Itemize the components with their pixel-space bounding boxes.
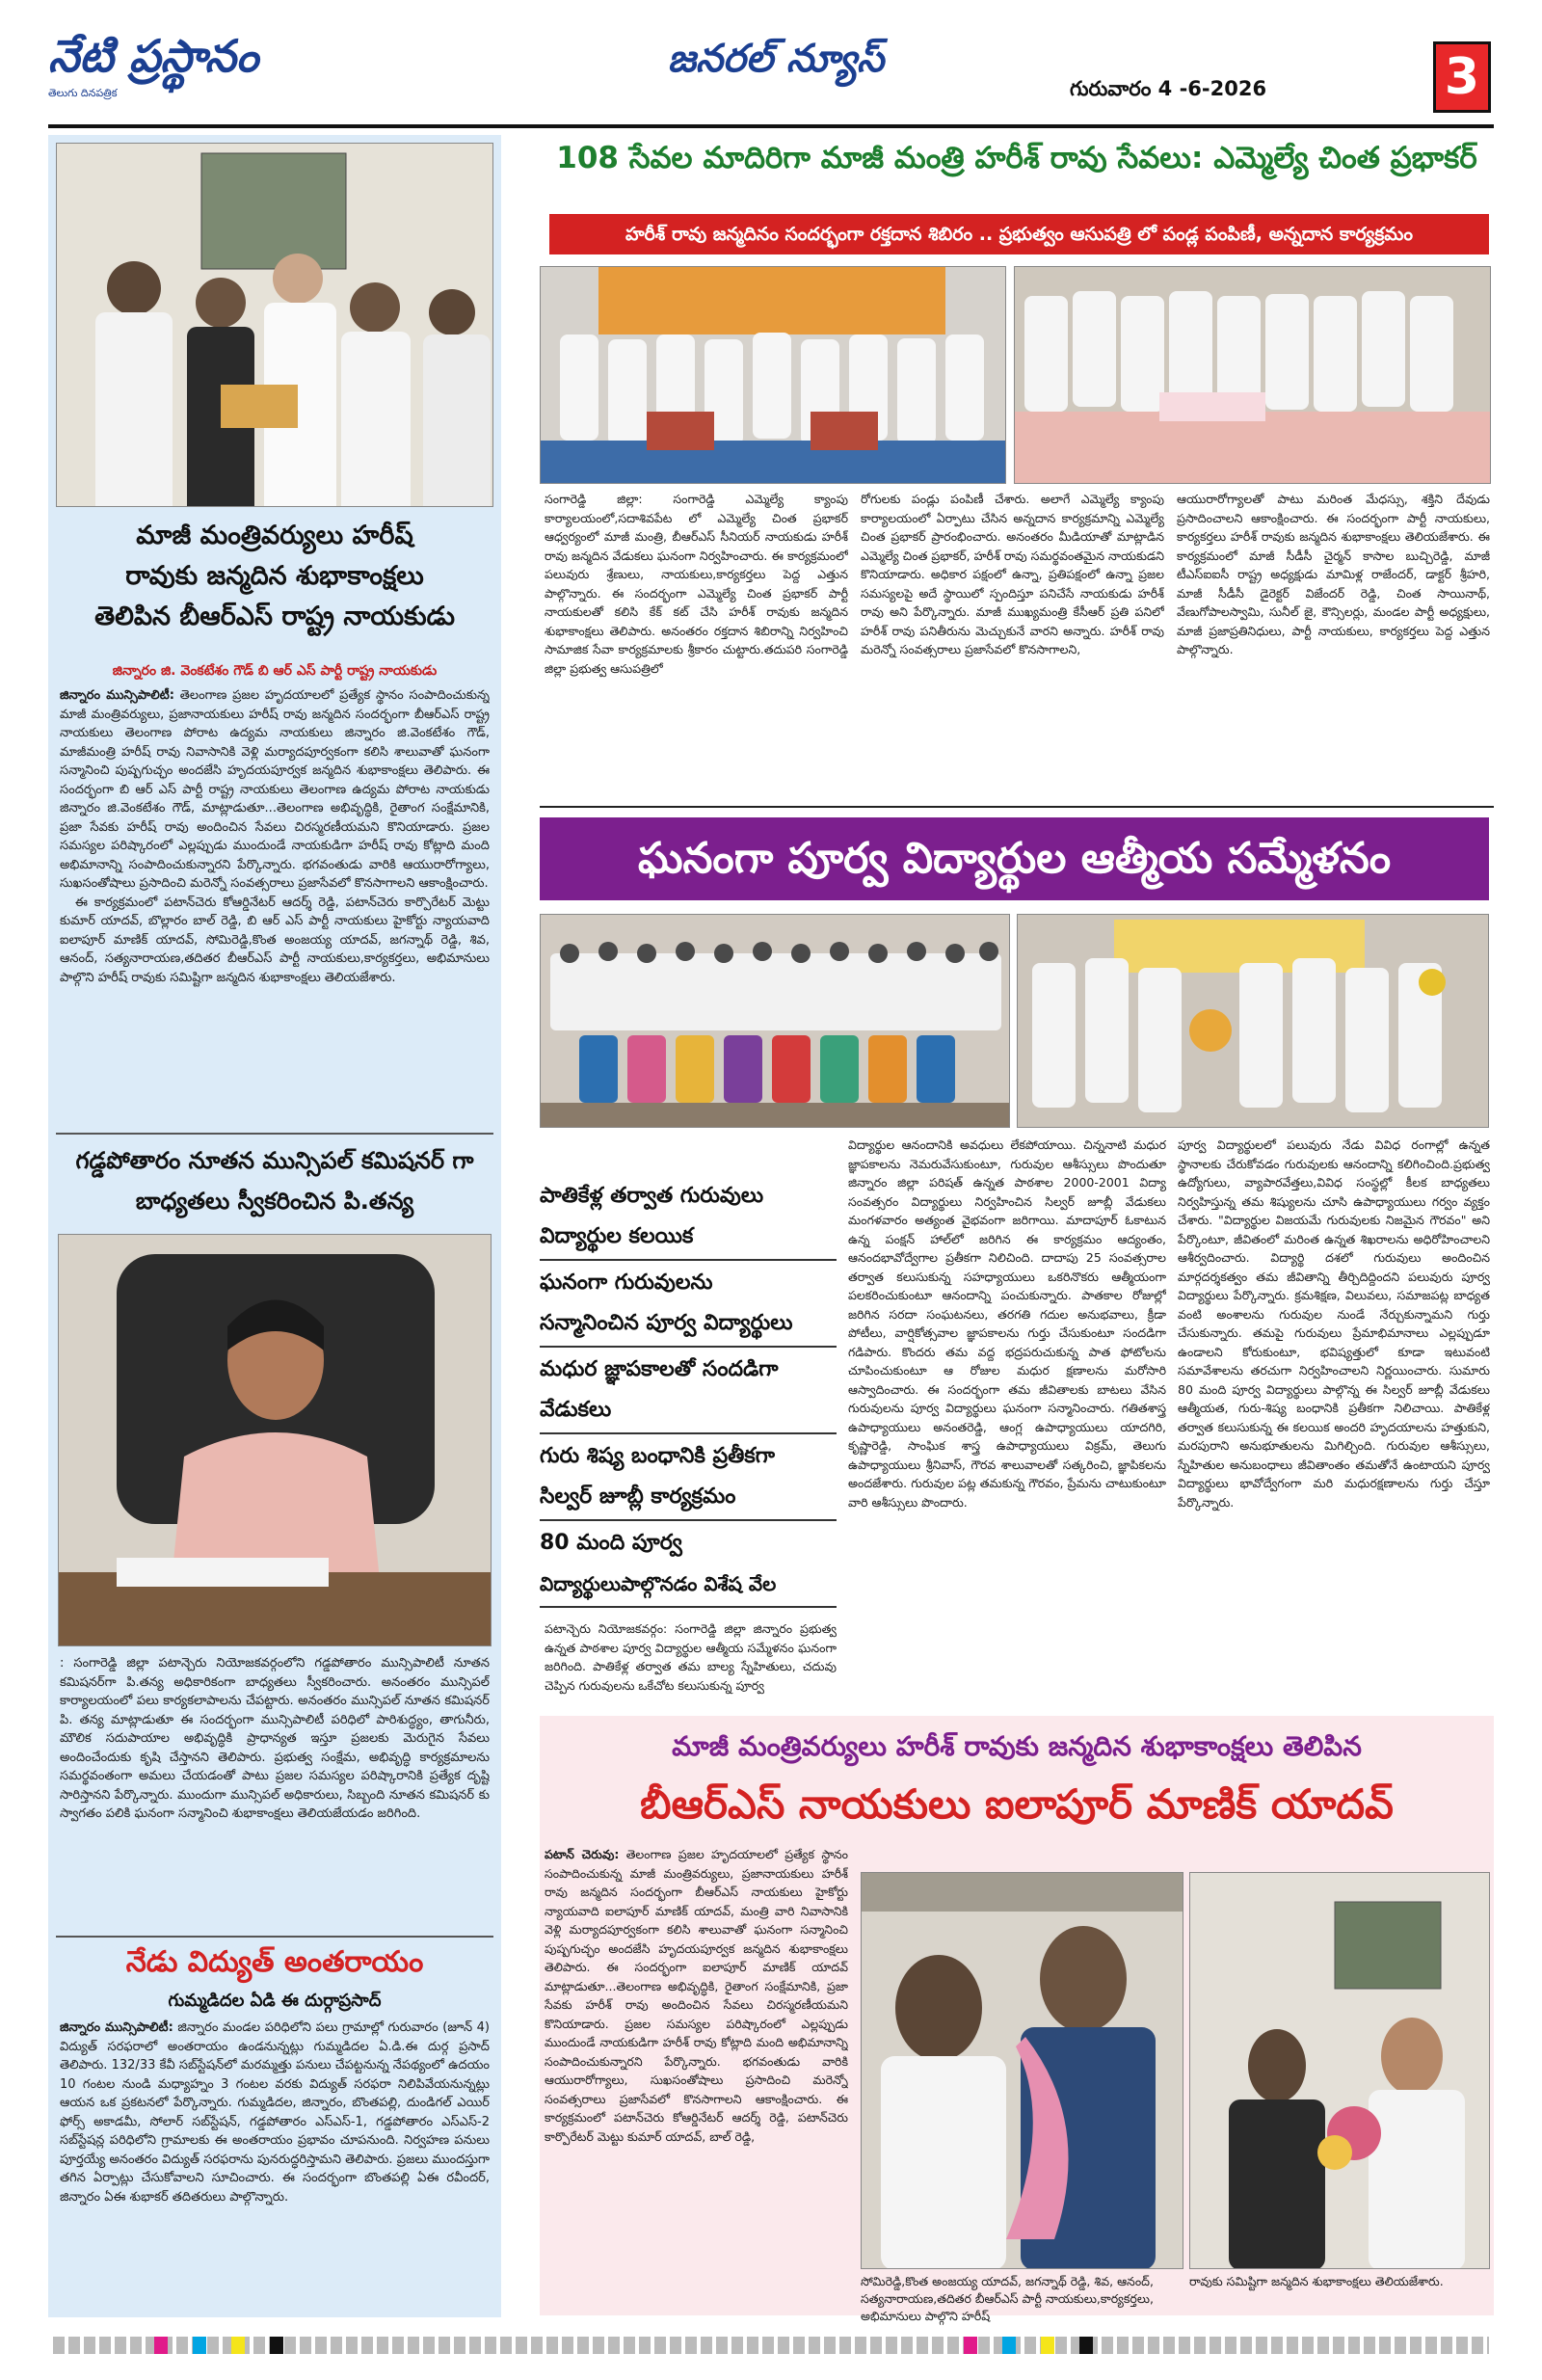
left-story2-headline — [56, 1140, 493, 1221]
photo-manik-yadav-greeting — [861, 1872, 1183, 2269]
main-story2-headline: ఘనంగా పూర్వ విద్యార్థుల ఆత్మీయ సమ్మేళనం — [540, 817, 1489, 900]
masthead-tagline: తెలుగు దినపత్రిక — [48, 87, 118, 99]
photo-commissioner — [58, 1234, 492, 1646]
photo-illustration — [1018, 915, 1489, 1128]
photo-illustration — [59, 1235, 492, 1646]
headline-line: బాధ్యతలు స్వీకరించిన పి.తన్య — [135, 1188, 414, 1215]
paragraph: ఈ కార్యక్రమంలో పటాన్‌చెరు కోఆర్డినేటర్ ఆదర్శ్ రెడ్డి, పటాన్‌చెరు కార్పొరేటర్ మెట్టు కుమార్ యాదవ్, బొల్లారం బాల్ రెడ్డి, బి ఆర్ ఎస్ పార్టీ నాయకులు హైకోర్టు న్యాయవాది ఐలాపూర్ మాణిక్ యాదవ్, సోమిరెడ్డి,కొంత అంజయ్య యాదవ్, జగన్నాథ్ రెడ్డి, శివ, ఆనంద్, సత్యనారాయణ,తదితర బీఆర్ఎస్ పార్టీ నాయకులు,కార్యకర్తలు, అభిమానులు పాల్గొని హరీష్ రావుకు సమిష్టిగా జన్మదిన శుభాకాంక్షలు తెలియజేశారు. — [60, 895, 490, 985]
registration-bar — [53, 2337, 1489, 2354]
photo-illustration — [1190, 1873, 1490, 2269]
photo-manik-yadav-bouquet — [1189, 1872, 1490, 2269]
photo-harish-rao-felicitation — [56, 143, 493, 507]
section-title: జనరల్ న్యూస్ — [667, 37, 885, 81]
masthead — [48, 27, 308, 112]
main-story3-body — [545, 1845, 848, 2313]
main-story2-col3: పూర్వ విద్యార్థులలో పలువురు నేడు వివిధ రంగాల్లో ఉన్నత స్థానాలకు చేరుకోవడం గురువులకు ఆనందాన్ని కలిగించింది.ప్రభుత్వ ఉద్యోగులు, వ్యాపారవేత్తలు,వివిధ సంస్థల్లో కీలక బాధ్యతలు నిర్వహిస్తున్న తమ శిష్యులను చూసి ఉపాధ్యాయులు గర్వం వ్యక్తం చేశారు. "విద్యార్థుల విజయమే గురువులకు నిజమైన గౌరవం" అని పేర్కొంటూ, జీవితంలో మరింత ఉన్నత శిఖరాలను అధిరోహించాలని ఆశీర్వదించారు. విద్యార్థి దశలో గురువులు అందించిన మార్గదర్శకత్వం తమ జీవితాన్ని తీర్చిదిద్దిందని పలువురు పూర్వ విద్యార్థులు పేర్కొన్నారు. క్రమశిక్షణ, విలువలు, సమాజపట్ల బాధ్యత వంటి అంశాలను గురువుల నుండే నేర్చుకున్నామని గుర్తు చేసుకున్నారు. తమపై గురువులు ప్రేమాభిమానాలు ఎల్లప్పుడూ ఉండాలని కోరుకుంటూ, భవిష్యత్తులో కూడా ఇటువంటి సమావేశాలను తరచుగా నిర్వహించాలని నిర్ణయించారు. సుమారు 80 మంది పూర్వ విద్యార్థులు పాల్గొన్న ఈ సిల్వర్ జూబ్లీ వేడుకలు ఆత్మీయత, గురు-శిష్య బంధానికి ప్రతీకగా నిలిచాయి. పాతికేళ్ల తర్వాత కలుసుకున్న ఈ కలయిక అందరి హృదయాలను హత్తుకుని, మరపురాని అనుభూతులను మిగిల్చింది. గురువుల ఆశీస్సులు, స్నేహితుల అనుబంధాలు జీవితాంతం తమతోనే ఉంటాయని పూర్వ విద్యార్థులు భావోద్వేగంగా మరి మధురక్షణాలను గుర్తు చేస్తూ పేర్కొన్నారు. — [1178, 1137, 1490, 1510]
left-story1-subhead: జిన్నారం జి. వెంకటేశం గౌడ్ బి ఆర్ ఎస్ పార్టీ రాష్ట్ర నాయకుడు — [112, 663, 438, 679]
highlight-item: సన్మానించిన పూర్వ విద్యార్థులు — [540, 1301, 837, 1348]
paragraph: తెలంగాణ ప్రజల హృదయాలలో ప్రత్యేక స్థానం సంపాదించుకున్న మాజీ మంత్రివర్యులు, ప్రజానాయకులు హరీశ్ రావు జన్మదిన సందర్భంగా బీఆర్ఎస్ నాయకులు హైకోర్టు న్యాయవాది ఐలాపూర్ మాణిక్ యాదవ్, మంత్రి వారి నివాసానికి వెళ్లి మర్యాదపూర్వకంగా కలిసి శాలువాతో ఘనంగా సన్మానించి పుష్పగుచ్ఛం అందజేసి హృదయపూర్వక జన్మదిన శుభాకాంక్షలు తెలిపారు. ఈ సందర్భంగా ఐలాపూర్ మాణిక్ యాదవ్ మాట్లాడుతూ...తెలంగాణ అభివృద్ధికి, రైతాంగ సంక్షేమానికి, ప్రజా సేవకు హరీశ్ రావు అందించిన సేవలు చిరస్మరణీయమని కొనియాడారు. ప్రజల సమస్యల పరిష్కారంలో ఎల్లప్పుడు ముందుండే నాయకుడిగా హరీశ్ రావు కోట్లాది మంది అభిమానాన్ని సంపాదించుకున్నారని పేర్కొన్నారు. భగవంతుడు వారికి ఆయురారోగ్యాలు, సుఖసంతోషాలు ప్రసాదించి మరెన్నో సంవత్సరాలు ప్రజాసేవలో కొనసాగాలని ఆకాంక్షించారు. ఈ కార్యక్రమంలో పటాన్‌చెరు కోఆర్డినేటర్ ఆదర్శ్ రెడ్డి, పటాన్‌చెరు కార్పొరేటర్ మెట్టు కుమార్ యాదవ్, బాల్ రెడ్డి, — [545, 1847, 848, 2144]
registration-mark-magenta — [964, 2337, 977, 2354]
main-story3-headline-line1: మాజీ మంత్రివర్యులు హరీశ్ రావుకు జన్మదిన శుభాకాంక్షలు తెలిపిన — [672, 1730, 1362, 1762]
masthead-name: నేటి ప్రస్థానం — [48, 30, 259, 82]
issue-date: గురువారం 4 -6-2026 — [1070, 77, 1267, 100]
divider — [56, 1936, 493, 1938]
main-story2-highlights — [540, 1174, 837, 1608]
main-story2-col2: విద్యార్థుల ఆనందానికి అవధులు లేకపోయాయి. చిన్ననాటి మధుర జ్ఞాపకాలను నెమరువేసుకుంటూ, గురువుల ఆశీస్సులు పొందుతూ జిన్నారం జిల్లా పరిషత్ ఉన్నత పాఠశాల 2000-2001 విద్యా సంవత్సరం విద్యార్థులు నిర్వహించిన సిల్వర్ జూబ్లీ వేడుకలు మంగళవారం అత్యంత వైభవంగా జరిగాయి. మాదాపూర్ ఓకాటున ఉన్న పంక్షన్ హాల్‌లో జరిగిన ఈ కార్యక్రమం ఆద్యంతం, ఆనందభావోద్వేగాల ప్రతీకగా నిలిచింది. దాదాపు 25 సంవత్సరాల తర్వాత కలుసుకున్న సహధ్యాయులు ఒకరినొకరు ఆత్మీయంగా పలకరించుకుంటూ ఆనందాన్ని పంచుకున్నారు. పాతకాల రోజుల్లో జరిగిన సరదా సంఘటనలు, తరగతి గదుల అనుభవాలు, క్రీడా పోటీలు, వార్షికోత్సవాల జ్ఞాపకాలను గుర్తు చేసుకుంటూ సందడిగా గడిపారు. కొందరు తమ వద్ద భద్రపరుచుకున్న పాత ఫోటోలను చూపించుకుంటూ ఆ రోజుల మధుర క్షణాలను మరోసారి ఆస్వాదించారు. ఈ సందర్భంగా తమ జీవితాలకు బాటలు వేసిన గురువులను పూర్వ విద్యార్థులు ఘనంగా సన్మానించారు. గతితశాస్త్ర ఉపాధ్యాయులు అనంతరెడ్డి, ఆంగ్ల ఉపాధ్యాయులు యాదగిరి, కృష్ణారెడ్డి, సాంఘిక శాస్త్ర ఉపాధ్యాయులు విక్రమ్, తెలుగు ఉపాధ్యాయులు శ్రీనివాస్, గౌరవ శాలువాలతో సత్కరించి, జ్ఞాపికలను అందజేశారు. గురువుల పట్ల తమకున్న గౌరవం, ప్రేమను చాటుకుంటూ వారి ఆశీస్సులు పొందారు. — [848, 1137, 1166, 1510]
photo-caption-left: సోమిరెడ్డి,కొంత అంజయ్య యాదవ్, జగన్నాథ్ రెడ్డి, శివ, ఆనంద్, సత్యనారాయణ,తదితర బీఆర్ఎస్ పార్టీ నాయకులు,కార్యకర్తలు, అభిమానులు పాల్గొని హరీష్ — [861, 2274, 1154, 2323]
highlight-item: సిల్వర్ జూబ్లీ కార్యక్రమం — [540, 1475, 837, 1521]
registration-mark-magenta — [154, 2337, 168, 2354]
dateline: పటాన్ చెరువు: — [545, 1847, 620, 1861]
headline-line: తెలిపిన బీఆర్ఎస్ రాష్ట్ర నాయకుడు — [94, 602, 455, 631]
paragraph: తెలంగాణ ప్రజల హృదయాలలో ప్రత్యేక స్థానం సంపాదించుకున్న మాజీ మంత్రివర్యులు, ప్రజానాయకులు హరీష్ రావు జన్మదిన సందర్భంగా బీఆర్ఎస్ రాష్ట్ర నాయకులు తెలంగాణ పోరాట ఉద్యమ నాయకులు జిన్నారం జి.వెంకటేశం గౌడ్, మాజీమంత్రి హరీష్ రావు నివాసానికి వెళ్లి మర్యాదపూర్వకంగా కలిసి శాలువాతో ఘనంగా సన్మానించి పుష్పగుచ్ఛం అందజేసి హృదయపూర్వక జన్మదిన శుభాకాంక్షలు తెలిపారు. ఈ సందర్భంగా బి ఆర్ ఎస్ పార్టీ రాష్ట్ర నాయకులు తెలంగాణ ఉద్యమ పోరాట నాయకుడు జిన్నారం జి.వెంకటేశం గౌడ్, మాట్లాడుతూ...తెలంగాణ అభివృద్ధికి, రైతాంగ సంక్షేమానికి, ప్రజా సేవకు హరీష్ రావు అందించిన సేవలు చిరస్మరణీయమని కొనియాడారు. ప్రజల సమస్యల పరిష్కారంలో ఎల్లప్పుడు ముందుండే నాయకుడిగా హరీష్ రావు కోట్లాది మంది అభిమానాన్ని సంపాదించుకున్నారని పేర్కొన్నారు. భగవంతుడు వారికి ఆయురారోగ్యాలు, సుఖసంతోషాలు ప్రసాదించి మరెన్నో సంవత్సరాలు ప్రజాసేవలో కొనసాగాలని ఆకాంక్షించారు. — [60, 688, 490, 891]
headline-line: గడ్డపోతారం నూతన మున్సిపల్ కమిషనర్ గా — [75, 1147, 474, 1174]
left-story3-body — [60, 2019, 490, 2313]
left-story1-body — [60, 686, 490, 1130]
photo-cake-cutting — [1014, 266, 1491, 484]
main-story1-col2: రోగులకు పండ్లు పంపిణీ చేశారు. అలాగే ఎమ్మెల్యే క్యాంపు కార్యాలయంలో ఏర్పాటు చేసిన అన్నదాన కార్యక్రమాన్ని ఎమ్మెల్యే చింత ప్రభాకర్ ప్రారంభించారు. అనంతరం మీడియాతో మాట్లాడిన ఎమ్మెల్యే చింత ప్రభాకర్, హరీశ్ రావు సమర్థవంతమైన నాయకుడని కొనియాడారు. అధికార పక్షంలో ఉన్నా, ప్రతిపక్షంలో ఉన్నా ప్రజల సమస్యలపై అదే స్థాయిలో స్పందిస్తూ పనిచేసే నాయకుడు హరీశ్ రావు అని పేర్కొన్నారు. మాజీ ముఖ్యమంత్రి కేసీఆర్ ప్రతి పనిలో హరీశ్ రావు పనితీరును మెచ్చుకునే వారని అన్నారు. హరీశ్ రావు మరెన్నో సంవత్సరాలు ప్రజాసేవలో కొనసాగాలని, — [861, 492, 1164, 656]
page-number: 3 — [1433, 41, 1491, 113]
photo-illustration — [862, 1873, 1183, 2269]
photo-blood-donation — [540, 266, 1006, 484]
header-rule — [48, 124, 1494, 128]
highlight-item: 80 మంది పూర్వ — [540, 1531, 682, 1555]
main-story1-col1: సంగారెడ్డి జిల్లా: సంగారెడ్డి ఎమ్మెల్యే క్యాంపు కార్యాలయంలో,సదాశివపేట లో ఎమ్మెల్యే చింత ప్రభాకర్ ఆధ్వర్యంలో మాజీ మంత్రి, బీఆర్ఎస్ సీనియర్ నాయకుడు హరీశ్ రావు జన్మదిన వేడుకలు ఘనంగా నిర్వహించారు. ఈ కార్యక్రమంలో పలువురు శ్రేణులు, నాయకులు,కార్యకర్తలు పెద్ద ఎత్తున పాల్గొన్నారు. ఈ సందర్భంగా ఎమ్మెల్యే చింత ప్రభాకర్ పార్టీ నాయకులతో కలిసి కేక్ కట్ చేసి హరీశ్ రావుకు జన్మదిన శుభాకాంక్షలు తెలిపారు. అనంతరం రక్తదాన శిబిరాన్ని నిర్వహించి సామాజిక సేవా కార్యక్రమాలకు శ్రీకారం చుట్టారు.తదుపరి సంగారెడ్డి జిల్లా ప్రభుత్వ ఆసుపత్రిలో — [545, 492, 848, 676]
highlight-item: గురు శిష్య బంధానికి ప్రతీకగా — [540, 1444, 776, 1468]
photo-illustration — [1015, 267, 1491, 484]
photo-illustration — [541, 267, 1006, 484]
registration-mark-cyan — [193, 2337, 206, 2354]
registration-mark-black — [270, 2337, 283, 2354]
main-story2-col1-bottom: పటాన్చెరు నియోజకవర్గం: సంగారెడ్డి జిల్లా జిన్నారం ప్రభుత్వ ఉన్నత పాఠశాల పూర్వ విద్యార్థుల ఆత్మీయ సమ్మేళనం ఘనంగా జరిగింది. పాతికేళ్ల తర్వాత తమ బాల్య స్నేహితులు, చదువు చెప్పిన గురువులను ఒకేచోట కలుసుకున్న పూర్వ — [545, 1621, 837, 1693]
registration-mark-yellow — [1041, 2337, 1054, 2354]
registration-mark-yellow — [231, 2337, 245, 2354]
left-story3-subhead: గుమ్మడిదల ఏడి ఈ దుర్గాప్రసాద్ — [168, 1991, 382, 2011]
main-story3-headline-line2: బీఆర్ఎస్ నాయకులు ఐలాపూర్ మాణిక్ యాదవ్ — [640, 1780, 1394, 1828]
photo-alumni-group — [540, 914, 1010, 1128]
dateline: జిన్నారం మున్సిపాలిటీ: — [60, 688, 174, 703]
highlight-item: ఘనంగా గురువులను — [540, 1270, 713, 1295]
photo-caption-right: రావుకు సమిష్టిగా జన్మదిన శుభాకాంక్షలు తెలియజేశారు. — [1189, 2274, 1444, 2288]
highlight-item: వేడుకలు — [540, 1388, 837, 1434]
main-story1-col3: ఆయురారోగ్యాలతో పాటు మరింత మేధస్సు, శక్తిని దేవుడు ప్రసాదించాలని ఆకాంక్షించారు. ఈ సందర్భంగా పార్టీ నాయకులు, కార్యకర్తలు హరీశ్ రావుకు జన్మదిన శుభాకాంక్షలు తెలియజేశారు. ఈ కార్యక్రమంలో మాజీ సీడీసీ చైర్మన్ కాసాల బుచ్చిరెడ్డి, మాజీ టీఎస్ఐఐసీ రాష్ట్ర అధ్యక్షుడు మామిళ్ల రాజేందర్, డాక్టర్ శ్రీహరి, మాజీ సీడీసీ డైరెక్టర్ విజేందర్ రెడ్డి, చింత సాయినాథ్, వేణుగోపాలస్వామి, సునీల్ జై, కౌన్సిలర్లు, మండల పార్టీ అధ్యక్షులు, మాజీ ప్రజాప్రతినిధులు, పార్టీ నాయకులు, కార్యకర్తలు పెద్ద ఎత్తున పాల్గొన్నారు. — [1177, 492, 1490, 656]
headline-line: మాజీ మంత్రివర్యులు హరీష్ — [136, 521, 413, 550]
left-story2-body: : సంగారెడ్డి జిల్లా పటాన్చెరు నియోజకవర్గంలోని గడ్డపోతారం మున్సిపాలిటీ నూతన కమిషనర్‌గా పి.తన్య అధికారికంగా బాధ్యతలు స్వీకరించారు. అనంతరం మున్సిపల్ కార్యాలయంలో పలు కార్యకలాపాలను చేపట్టారు. అనంతరం మున్సిపల్ నూతన కమిషనర్ పి. తన్య మాట్లాడుతూ ఈ సందర్భంగా మున్సిపాలిటీ పరిధిలో పారిశుద్ధ్యం, తాగునీరు, మౌలిక సదుపాయాల అభివృద్ధికి ప్రాధాన్యత ఇస్తూ ప్రజలకు మెరుగైన సేవలు అందించేందుకు కృషి చేస్తానని తెలిపారు. ప్రభుత్వ సంక్షేమ, అభివృద్ధి కార్యక్రమాలను సమర్థవంతంగా అమలు చేయడంతో పాటు ప్రజల సమస్యల పరిష్కారానికి ప్రత్యేక దృష్టి సారిస్తానని పేర్కొన్నారు. ముందుగా మున్సిపల్ అధికారులు, సిబ్బంది నూతన కమిషనర్ కు స్వాగతం పలికి ఘనంగా సన్మానించి శుభాకాంక్షలు తెలియజేయడం జరిగింది. — [60, 1656, 490, 1821]
dateline: జిన్నారం మున్సిపాలిటీ: — [60, 2020, 173, 2035]
photo-illustration — [541, 915, 1010, 1128]
divider — [56, 1133, 493, 1135]
registration-mark-black — [1079, 2337, 1093, 2354]
highlight-item: మధుర జ్ఞాపకాలతో సందడిగా — [540, 1357, 779, 1381]
highlight-item: విద్యార్థుల కలయిక — [540, 1215, 837, 1261]
left-story3-headline: నేడు విద్యుత్ అంతరాయం — [125, 1945, 424, 1979]
photo-illustration — [57, 144, 493, 507]
highlight-item: విద్యార్థులుపాల్గొనడం విశేష వేల — [540, 1562, 837, 1608]
photo-alumni-felicitation — [1017, 914, 1489, 1128]
highlight-item: పాతికేళ్ల తర్వాత గురువులు — [540, 1184, 764, 1208]
main-story1-headline: 108 సేవల మాదిరిగా మాజీ మంత్రి హరీశ్ రావు సేవలు: ఎమ్మెల్యే చింత ప్రభాకర్ — [556, 141, 1477, 175]
paragraph: జిన్నారం మండల పరిధిలోని పలు గ్రామాల్లో గురువారం (జూన్ 4) విద్యుత్ సరఫరాలో అంతరాయం ఉండనున్నట్లు గుమ్మడిదల ఏ.డి.ఈ దుర్గ ప్రసాద్ తెలిపారు. 132/33 కేవీ సబ్‌స్టేషన్‌లో మరమ్మత్తు పనులు చేపట్టనున్న నేపథ్యంలో ఉదయం 10 గంటల నుండి మధ్యాహ్నం 3 గంటల వరకు విద్యుత్ సరఫరా నిలిపివేయనున్నట్లు ఆయన ఒక ప్రకటనలో పేర్కొన్నారు. గుమ్మడిదల, జిన్నారం, బొంతపల్లి, దుండిగల్ ఎయిర్ ఫోర్స్ అకాడమీ, సోలార్ సబ్‌స్టేషన్, గడ్డపోతారం ఎస్ఎస్-1, గడ్డపోతారం ఎస్ఎస్-2 సబ్‌స్టేషన్ల పరిధిలోని గ్రామాలకు ఈ అంతరాయం ప్రభావం చూపనుంది. నిర్వహణ పనులు పూర్తయ్యే అనంతరం విద్యుత్ సరఫరాను పునరుద్ధరిస్తామని తెలిపారు. ప్రజలు ముందస్తుగా తగిన ఏర్పాట్లు చేసుకోవాలని సూచించారు. ఈ సందర్భంగా బొంతపల్లి ఏఈ రవీందర్, జిన్నారం ఏఈ శుభాకర్ తదితరులు పాల్గొన్నారు. — [60, 2020, 490, 2205]
headline-line: రావుకు జన్మదిన శుభాకాంక్షలు — [125, 561, 424, 591]
main-story1-band: హరీశ్ రావు జన్మదినం సందర్భంగా రక్తదాన శిబిరం .. ప్రభుత్వం ఆసుపత్రి లో పండ్ల పంపిణీ, అన్నదాన కార్యక్రమం — [549, 214, 1489, 254]
registration-mark-cyan — [1002, 2337, 1016, 2354]
left-story1-headline — [56, 516, 493, 637]
divider — [540, 806, 1494, 808]
